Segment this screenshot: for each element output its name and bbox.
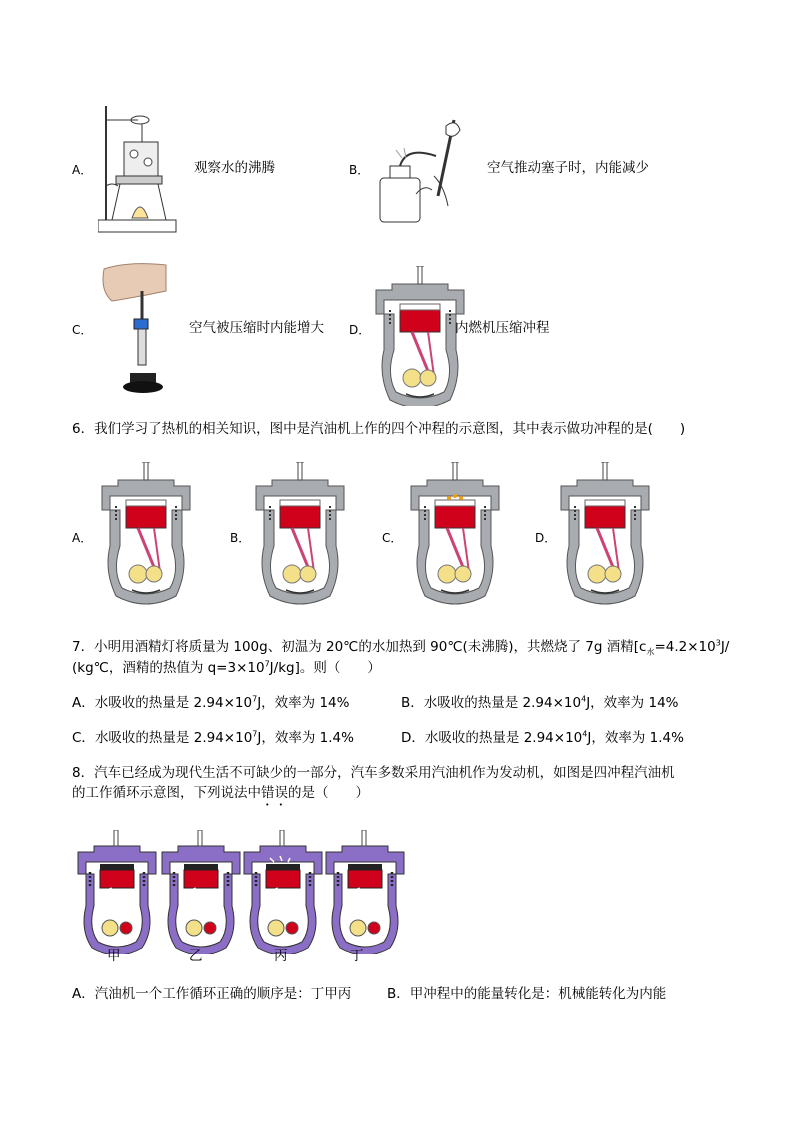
option-d-label: D． — [349, 323, 371, 337]
q8-option-b: B．甲冲程中的能量转化是：机械能转化为内能 — [387, 986, 667, 1002]
q6-option-d-label: D． — [535, 531, 557, 545]
caption-jia: 甲 — [107, 948, 121, 964]
q7-option-a: A．水吸收的热量是 $2.94\times 10^7J$，效率为 14% — [72, 694, 350, 711]
option-a-label: A． — [72, 163, 93, 177]
question-7-stem-line2: (kg℃，酒精的热值为 $q=3\times 10^7J/kg$]。则（ ） — [72, 659, 381, 676]
option-d-text: 内燃机压缩冲程 — [455, 320, 550, 336]
option-b-label: B． — [349, 163, 370, 177]
option-a-text: 观察水的沸腾 — [194, 160, 275, 176]
q6-option-b-label: B． — [230, 531, 251, 545]
question-7-stem-line1: 7．小明用酒精灯将质量为 100g、初温为 20℃的水加热到 90℃(未沸腾)，共燃烧了 7g 酒精[$c_水=4.2\times 10^3J/$ — [72, 638, 730, 657]
caption-ding: 丁 — [350, 948, 364, 964]
boiling-apparatus-figure — [98, 106, 178, 236]
option-b-text: 空气推动塞子时，内能减少 — [487, 160, 649, 176]
q6-option-a-label: A． — [72, 531, 93, 545]
q6-engine-b-figure — [250, 462, 350, 610]
question-6-stem: 6．我们学习了热机的相关知识，图中是汽油机上作的四个冲程的示意图，其中表示做功冲程的是( ) — [72, 421, 686, 437]
caption-yi: 乙 — [189, 948, 203, 964]
q8-engine-bing-figure — [240, 830, 328, 954]
q6-engine-c-figure — [405, 462, 505, 610]
q7-option-c: C．水吸收的热量是 $2.94\times 10^7J$，效率为 1.4% — [72, 729, 354, 746]
question-8-stem-line1: 8．汽车已经成为现代生活不可缺少的一部分，汽车多数采用汽油机作为发动机，如图是四冲程汽油机 — [72, 765, 675, 781]
bottle-pump-figure — [376, 116, 476, 226]
q6-option-c-label: C． — [382, 531, 403, 545]
q8-engine-ding-figure — [322, 830, 410, 954]
question-8-stem-line2: 的工作循环示意图，下列说法中错误的是（ ） — [72, 785, 369, 801]
q6-engine-a-figure — [96, 462, 196, 610]
compression-syringe-figure — [98, 261, 168, 396]
q7-option-b: B．水吸收的热量是 $2.94\times 10^4J$，效率为 14% — [401, 694, 679, 711]
q8-engine-yi-figure — [158, 830, 246, 954]
option-c-label: C． — [72, 323, 93, 337]
caption-bing: 丙 — [274, 948, 288, 964]
q7-option-d: D．水吸收的热量是 $2.94\times 10^4J$，效率为 1.4% — [401, 729, 684, 746]
q8-engine-jia-figure — [74, 830, 162, 954]
q6-engine-d-figure — [555, 462, 655, 610]
q8-option-a: A．汽油机一个工作循环正确的顺序是：丁甲丙 — [72, 986, 352, 1002]
option-c-text: 空气被压缩时内能增大 — [189, 320, 324, 336]
